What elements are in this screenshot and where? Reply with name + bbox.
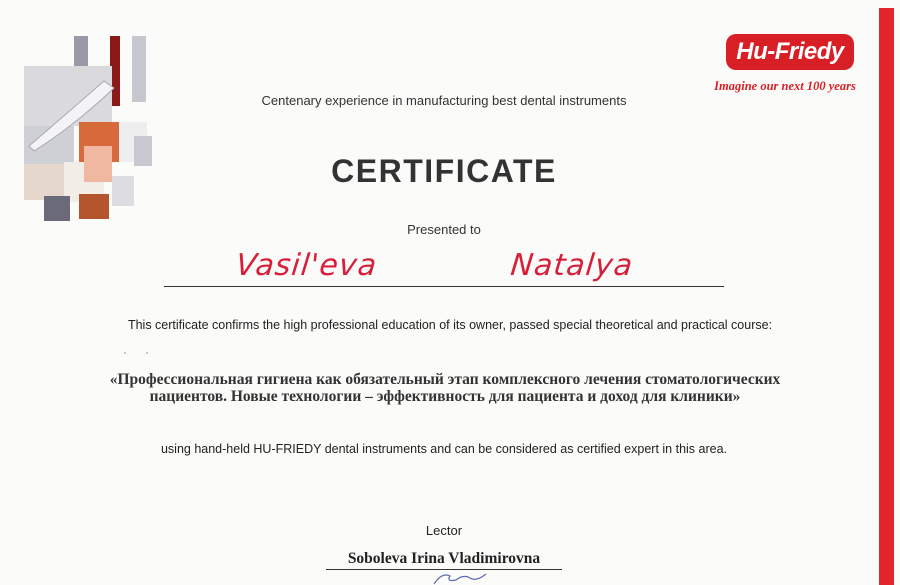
dental-collage-image [24,36,159,221]
hu-friedy-logo [726,34,854,70]
recipient-name: Vasil'eva Natalya [234,248,636,283]
logo-text: Hu-Friedy [736,38,844,65]
recipient-underline [164,286,724,287]
certificate-title: CERTIFICATE [331,153,557,189]
stray-marks [122,350,152,356]
lector-name: Soboleva Irina Vladimirovna [347,550,541,567]
course-title: «Профессиональная гигиена как обязательный этап комплексного лечения стоматологических пациентов. Новые технологии – эффективность для пациента и доход для клиники» [109,371,781,405]
company-tagline: Centenary experience in manufacturing best dental instruments [261,93,627,108]
brand-slogan: Imagine our next 100 years [714,79,856,93]
handwritten-signature [430,570,490,585]
presented-to-label: Presented to [407,222,481,237]
lector-label: Lector [425,523,463,538]
confirmation-text: This certificate confirms the high professional education of its owner, passed special theoretical and practical course: [127,318,773,332]
usage-note: using hand-held HU-FRIEDY dental instruments and can be considered as certified expert in this area. [160,442,728,456]
